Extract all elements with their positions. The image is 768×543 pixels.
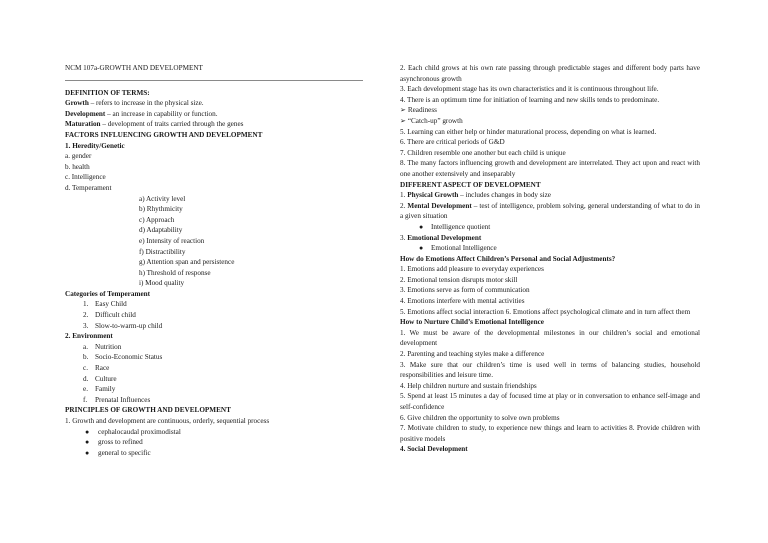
right-column xyxy=(400,63,700,455)
environment-item xyxy=(65,384,370,395)
environment-item xyxy=(65,395,370,406)
category-item xyxy=(65,321,370,332)
bullet-text: general to specific xyxy=(98,448,151,457)
aspect-physical xyxy=(400,190,700,201)
principles-heading: PRINCIPLES OF GROWTH AND DEVELOPMENT xyxy=(65,406,231,415)
maturation-term: Maturation xyxy=(65,120,101,129)
aspect-number: 3. xyxy=(400,233,408,242)
heredity-item: c. Intelligence xyxy=(65,173,106,182)
list-number: c. xyxy=(83,364,88,373)
definition-growth xyxy=(65,98,370,109)
environment-item xyxy=(65,363,370,374)
emotions-item: 2. Emotional tension disrupts motor skill xyxy=(400,275,518,284)
bullet-text: gross to refined xyxy=(98,438,143,447)
heredity-item: a. gender xyxy=(65,152,92,161)
development-definition: – an increase in capability or function. xyxy=(105,109,218,118)
heredity-item: d. Temperament xyxy=(65,183,112,192)
definition-heading: DEFINITION OF TERMS: xyxy=(65,88,150,97)
heredity-item: b. health xyxy=(65,162,90,171)
aspect-mental xyxy=(400,201,700,222)
maturation-definition: – development of traits carried through the genes xyxy=(100,120,244,129)
aspect-number: 2. xyxy=(400,201,408,210)
temperament-item: i) Mood quality xyxy=(139,279,185,288)
temperament-item: g) Attention span and persistence xyxy=(139,258,235,267)
nurture-item: 6. Give children the opportunity to solve own problems xyxy=(400,413,560,422)
list-number: d. xyxy=(83,374,89,383)
aspect-number: 1. xyxy=(400,191,408,200)
bullet-icon: ● xyxy=(419,222,424,231)
nurture-item: 2. Parenting and teaching styles make a difference xyxy=(400,350,545,359)
list-text: Family xyxy=(95,385,116,394)
principle-bullet xyxy=(65,437,370,448)
list-text: Culture xyxy=(95,374,117,383)
aspect-bullet xyxy=(400,243,700,254)
list-number: 3. xyxy=(83,321,89,330)
principle-6: 6. There are critical periods of G&D xyxy=(400,138,505,147)
aspect-heading: DIFFERENT ASPECT OF DEVELOPMENT xyxy=(400,180,541,189)
temperament-item: b) Rhythmicity xyxy=(139,205,183,214)
aspect-term: Mental Development xyxy=(407,201,472,210)
development-term: Development xyxy=(65,109,106,118)
definition-development xyxy=(65,109,370,120)
list-text: Nutrition xyxy=(95,342,122,351)
principle-5: 5. Learning can either help or hinder maturational process, depending on what is learned. xyxy=(400,127,657,136)
list-text: Slow-to-warm-up child xyxy=(95,321,163,330)
emotions-item: 1. Emotions add pleasure to everyday experiences xyxy=(400,265,544,274)
list-text: Prenatal Influences xyxy=(95,395,151,404)
temperament-item: f) Distractibility xyxy=(139,247,186,256)
list-number: 1. xyxy=(83,300,89,309)
temperament-item: h) Threshold of response xyxy=(139,268,211,277)
document-title: NCM 107a-GROWTH AND DEVELOPMENT xyxy=(65,64,203,72)
heredity-heading: 1. Heredity/Genetic xyxy=(65,141,125,150)
emotions-item: 4. Emotions interfere with mental activities xyxy=(400,297,525,306)
aspect-term: Physical Growth xyxy=(407,191,459,200)
nurture-item: 1. We must be aware of the developmental milestones in our children’s social and emotional development xyxy=(400,328,700,348)
emotions-item: 3. Emotions serve as form of communication xyxy=(400,286,530,295)
list-text: Difficult child xyxy=(95,311,136,320)
principle-8: 8. The many factors influencing growth and development are interrelated. They act upon and react with one another extensively and inseparably xyxy=(400,159,700,178)
definition-maturation xyxy=(65,119,370,130)
category-item xyxy=(65,299,370,310)
environment-item xyxy=(65,374,370,385)
list-number: e. xyxy=(83,385,88,394)
environment-item xyxy=(65,352,370,363)
temperament-item: d) Adaptability xyxy=(139,226,183,235)
principle-4: 4. There is an optimum time for initiation of learning and new skills tends to predominate. xyxy=(400,95,660,104)
bullet-text: cephalocaudal proximodistal xyxy=(98,427,181,436)
aspect-bullet xyxy=(400,222,700,233)
list-text: Easy Child xyxy=(95,300,127,309)
environment-item xyxy=(65,342,370,353)
emotions-heading: How do Emotions Affect Children’s Personal and Social Adjustments? xyxy=(400,254,616,263)
principle-3: 3. Each development stage has its own characteristics and it is continuous throughout life. xyxy=(400,85,659,94)
nurture-item: 7. Motivate children to study, to experience new things and learn to activities 8. Provide children with positive models xyxy=(400,424,700,443)
temperament-item: e) Intensity of reaction xyxy=(139,236,205,245)
bullet-text: Emotional Intelligence xyxy=(431,244,497,253)
growth-definition: – refers to increase in the physical size. xyxy=(88,99,204,108)
catch-up-arrow-item: ➢ “Catch-up” growth xyxy=(400,116,463,125)
bullet-text: Intelligence quotient xyxy=(431,222,491,231)
nurture-heading: How to Nurture Child’s Emotional Intelligence xyxy=(400,318,544,327)
aspect-emotional xyxy=(400,233,700,244)
category-item xyxy=(65,310,370,321)
list-text: Socio-Economic Status xyxy=(95,353,163,362)
bullet-icon: ● xyxy=(419,244,424,253)
temperament-item: a) Activity level xyxy=(139,194,186,203)
principle-2: 2. Each child grows at his own rate passing through predictable stages and different body parts have asynchronous growth xyxy=(400,64,700,83)
principle-bullet xyxy=(65,448,370,459)
nurture-item: 3. Make sure that our children’s time is used well in terms of balancing studies, household responsibilities and leisure time. xyxy=(400,360,700,380)
list-number: 2. xyxy=(83,311,89,320)
bullet-icon: ● xyxy=(85,427,90,436)
temperament-item: c) Approach xyxy=(139,215,175,224)
principle-7: 7. Children resemble one another but each child is unique xyxy=(400,148,566,157)
emotions-item: 5. Emotions affect social interaction 6. Emotions affect psychological climate and in turn affect them xyxy=(400,307,691,316)
environment-heading: 2. Environment xyxy=(65,332,113,341)
title-divider xyxy=(65,80,363,81)
bullet-icon: ● xyxy=(85,448,90,457)
list-number: b. xyxy=(83,353,89,362)
list-number: a. xyxy=(83,342,88,351)
left-column xyxy=(65,63,370,458)
principle-1: 1. Growth and development are continuous, orderly, sequential process xyxy=(65,417,270,425)
nurture-item: 4. Help children nurture and sustain friendships xyxy=(400,381,537,390)
aspect-definition: – test of intelligence, problem solving, general understanding of what to do in a given situation xyxy=(400,201,701,221)
readiness-arrow-item: ➢ Readiness xyxy=(400,106,437,115)
aspect-term: Emotional Development xyxy=(407,233,482,242)
principle-bullet xyxy=(65,427,370,438)
list-number: f. xyxy=(83,395,88,404)
nurture-item: 5. Spend at least 15 minutes a day of focused time at play or in conversation to enhance self-image and self-confidence xyxy=(400,392,700,411)
social-heading: 4. Social Development xyxy=(400,445,468,454)
list-text: Race xyxy=(95,364,110,373)
growth-term: Growth xyxy=(65,99,89,108)
categories-heading: Categories of Temperament xyxy=(65,289,151,298)
bullet-icon: ● xyxy=(85,438,90,447)
factors-heading: FACTORS INFLUENCING GROWTH AND DEVELOPMENT xyxy=(65,130,263,139)
aspect-definition: – includes changes in body size xyxy=(458,191,551,200)
